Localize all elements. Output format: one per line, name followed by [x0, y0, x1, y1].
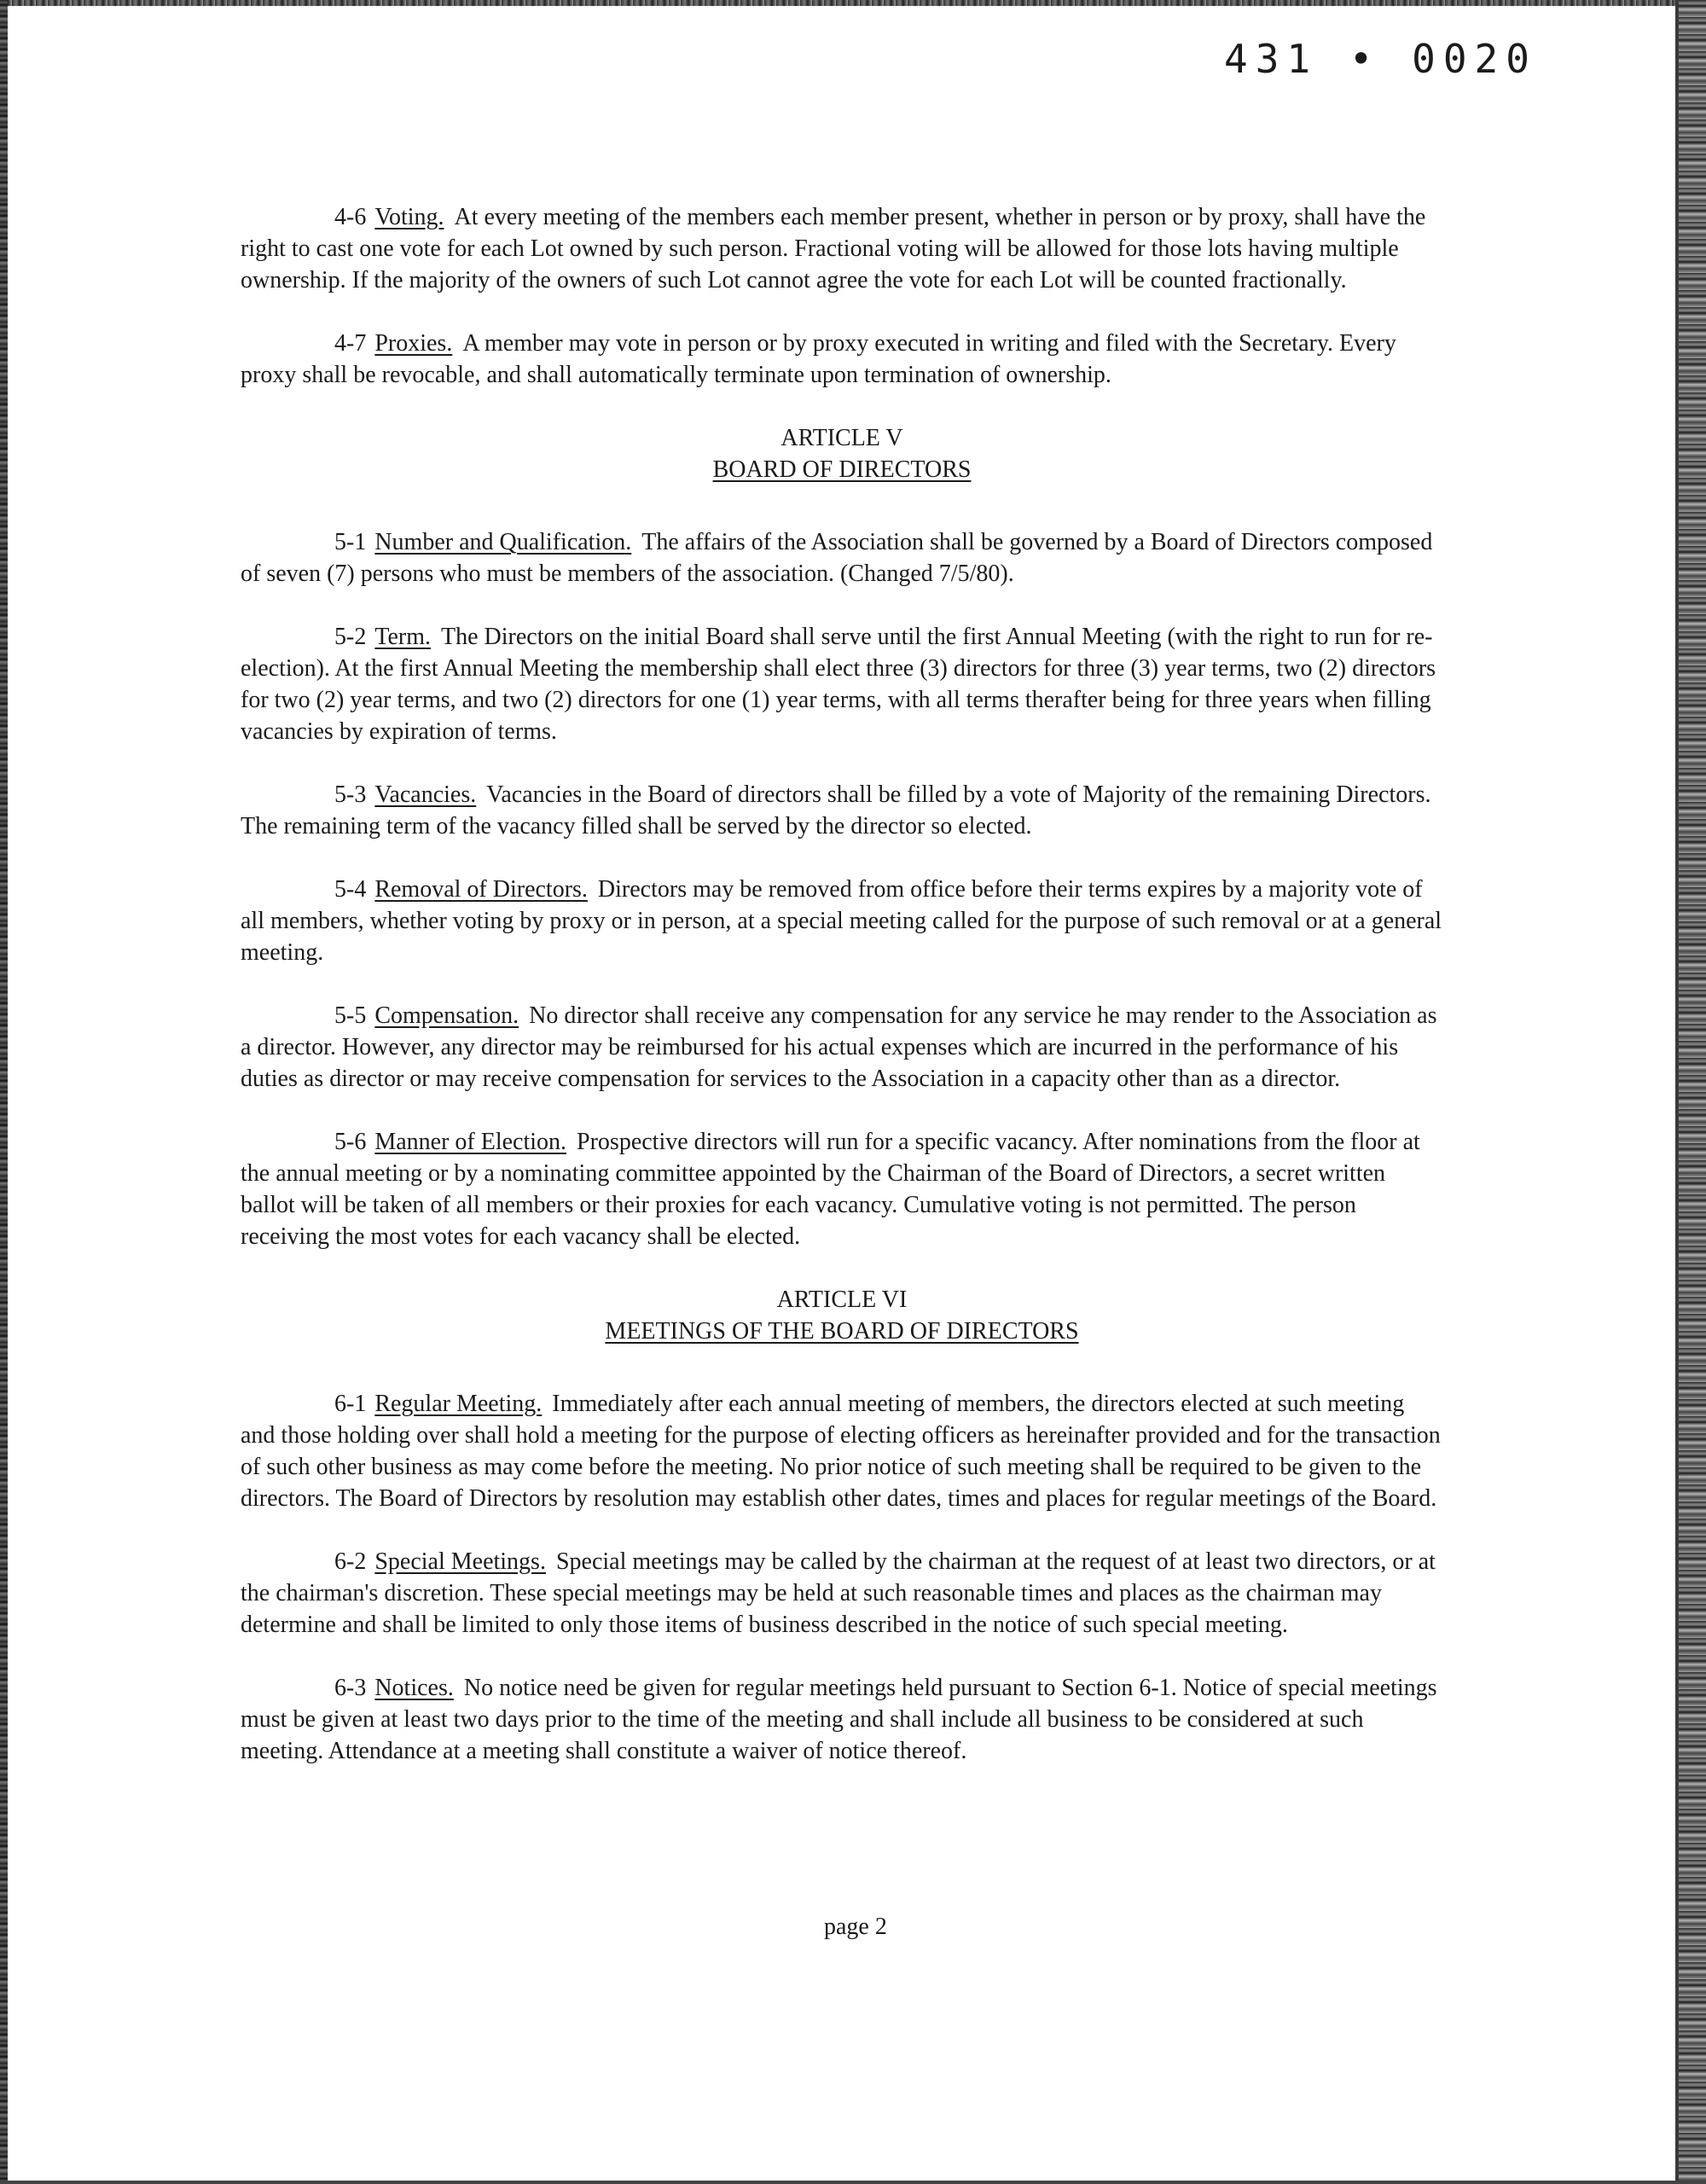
section-text: Directors may be removed from office before their terms expires by a majority vote of all members, whether voting by proxy or in person, at a special meeting called for the purpose of such removal or at a general meeting.: [241, 876, 1442, 966]
section-number: 5-2: [334, 624, 367, 650]
article-v-header: [241, 422, 1443, 485]
section-heading: Number and Qualification.: [374, 529, 632, 555]
section-heading: Special Meetings.: [374, 1548, 546, 1575]
section-6-1: [241, 1388, 1443, 1514]
article-vi-header: [241, 1284, 1443, 1347]
section-text: Prospective directors will run for a specific vacancy. After nominations from the floor at the annual meeting or by a nominating committee appointed by the Chairman of the Board of Directors, a secret written ballot will be taken of all members or their proxies for each vacancy. Cumulative voting is not permitted. The person receiving the most votes for each vacancy shall be elected.: [241, 1129, 1420, 1250]
page-number: page 2: [824, 1914, 887, 1940]
document-body: [241, 201, 1443, 1798]
section-heading: Proxies.: [374, 330, 453, 357]
section-6-2: [241, 1546, 1443, 1641]
section-text: No director shall receive any compensation for any service he may render to the Association as a director. However, any director may be reimbursed for his actual expenses which are incurred in the performance of his duties as director or may receive compensation for services to the Association in a capacity other than as a director.: [241, 1002, 1437, 1092]
section-text: The affairs of the Association shall be governed by a Board of Directors composed of seven (7) persons who must be members of the association. (Changed 7/5/80).: [241, 529, 1433, 587]
section-text: Vacancies in the Board of directors shall be filled by a vote of Majority of the remaining Directors. The remaining term of the vacancy filled shall be served by the director so elected.: [241, 781, 1431, 839]
section-text: Immediately after each annual meeting of members, the directors elected at such meeting and those holding over shall hold a meeting for the purpose of electing officers as hereinafter provided and for the transaction of such other business as may come before the meeting. No prior notice of such meeting shall be required to be given to the directors. The Board of Directors by resolution may establish other dates, times and places for regular meetings of the Board.: [241, 1391, 1441, 1512]
section-5-4: [241, 874, 1443, 968]
section-number: 4-6: [334, 204, 367, 230]
section-5-1: [241, 526, 1443, 590]
section-5-3: [241, 779, 1443, 842]
section-heading: Term.: [374, 624, 432, 650]
section-5-6: [241, 1126, 1443, 1252]
section-heading: Voting.: [374, 204, 444, 230]
section-4-7: [241, 328, 1443, 391]
section-text: A member may vote in person or by proxy executed in writing and filed with the Secretary. Every proxy shall be revocable, and shall automatically terminate upon termination of ownership.: [241, 330, 1396, 388]
scan-edge-top: [0, 0, 1706, 6]
article-title: ARTICLE VI: [776, 1287, 908, 1313]
section-5-5: [241, 1000, 1443, 1095]
section-text: The Directors on the initial Board shall serve until the first Annual Meeting (with the right to run for re-election). At the first Annual Meeting the membership shall elect three (3) directors for three (3) year terms, two (2) directors for two (2) year terms, and two (2) directors for one (1) year terms, with all terms therafter being for three years when filling vacancies by expiration of terms.: [241, 624, 1436, 745]
section-text: No notice need be given for regular meetings held pursuant to Section 6-1. Notice of special meetings must be given at least two days prior to the time of the meeting and shall include all business to be considered at such meeting. Attendance at a meeting shall constitute a waiver of notice thereof.: [241, 1675, 1437, 1764]
section-text: Special meetings may be called by the chairman at the request of at least two directors, or at the chairman's discretion. These special meetings may be held at such reasonable times and places as the chairman may determine and shall be limited to only those items of business described in the notice of such special meeting.: [241, 1548, 1436, 1638]
section-number: 5-1: [334, 529, 367, 555]
section-heading: Regular Meeting.: [374, 1391, 543, 1417]
article-title: ARTICLE V: [780, 425, 903, 451]
section-number: 5-5: [334, 1002, 367, 1029]
section-heading: Vacancies.: [374, 781, 477, 808]
section-number: 6-1: [334, 1391, 367, 1417]
section-text: At every meeting of the members each member present, whether in person or by proxy, shall have the right to cast one vote for each Lot owned by such person. Fractional voting will be allowed for those lots having multiple ownership. If the majority of the owners of such Lot cannot agree the vote for each Lot will be counted fractionally.: [241, 204, 1426, 293]
section-number: 6-3: [334, 1675, 367, 1701]
section-number: 5-6: [334, 1129, 367, 1155]
section-5-2: [241, 621, 1443, 747]
document-number: 431 • 0020: [1224, 36, 1537, 82]
scan-edge-left: [0, 0, 8, 2184]
section-heading: Notices.: [374, 1675, 454, 1701]
section-number: 5-4: [334, 876, 367, 903]
section-4-6: [241, 201, 1443, 296]
section-number: 6-2: [334, 1548, 367, 1575]
section-heading: Manner of Election.: [374, 1129, 567, 1155]
scan-edge-bottom: [0, 2181, 1706, 2184]
scan-edge-right: [1679, 0, 1706, 2184]
section-heading: Compensation.: [374, 1002, 519, 1029]
section-6-3: [241, 1672, 1443, 1767]
section-number: 5-3: [334, 781, 367, 808]
section-heading: Removal of Directors.: [374, 876, 588, 903]
section-number: 4-7: [334, 330, 367, 357]
article-subtitle: MEETINGS OF THE BOARD OF DIRECTORS: [605, 1318, 1079, 1345]
article-subtitle: BOARD OF DIRECTORS: [712, 456, 972, 483]
